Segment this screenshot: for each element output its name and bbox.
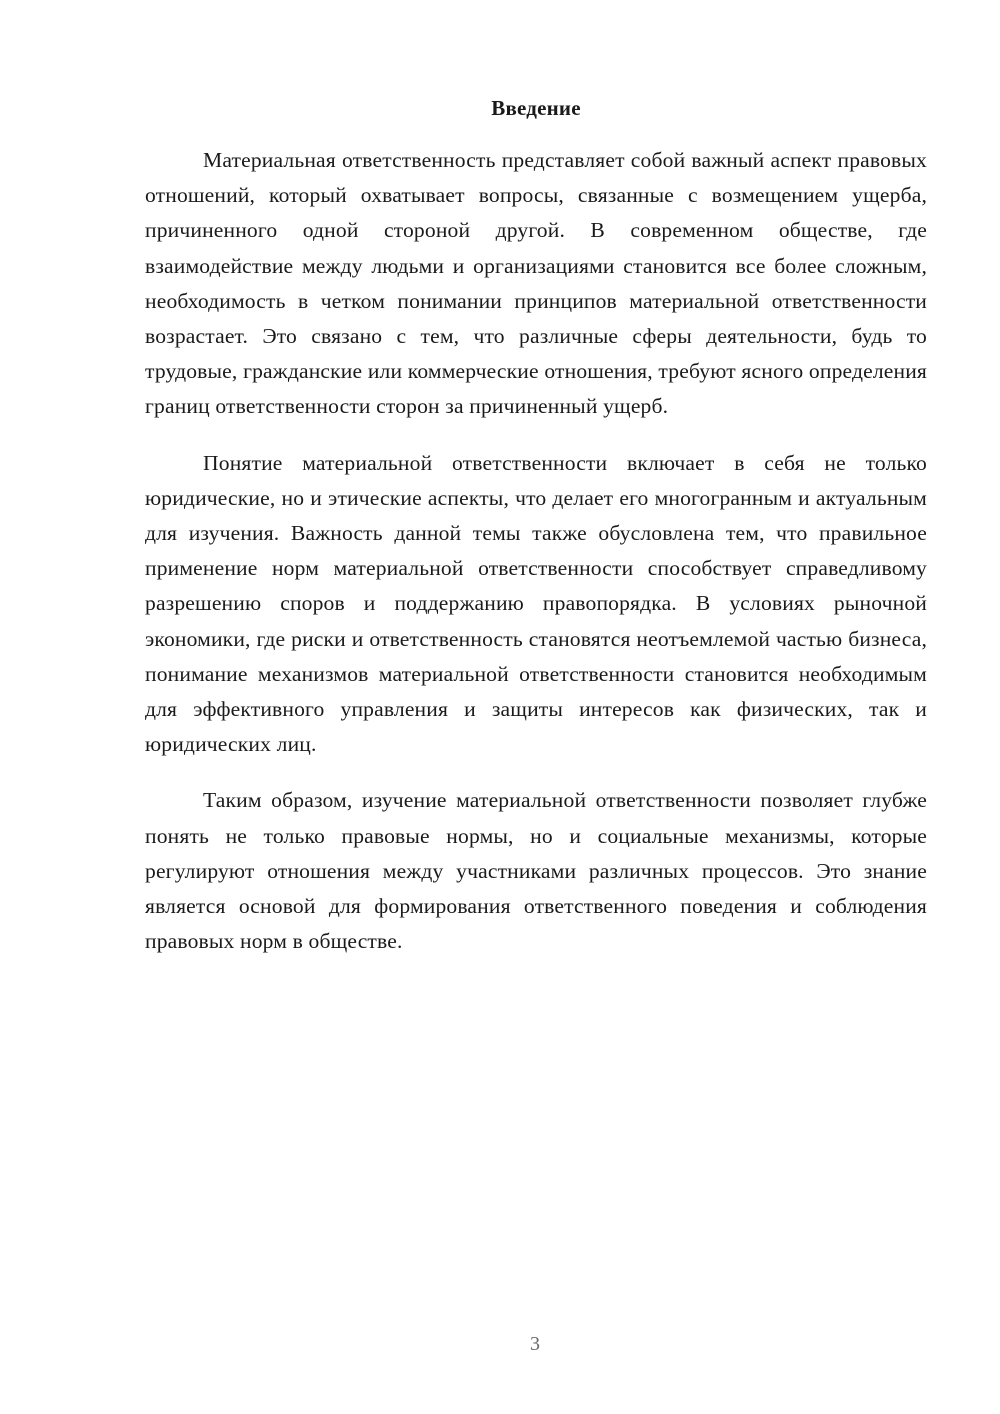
page-title: Введение (491, 96, 581, 120)
body-text (145, 143, 927, 959)
paragraph-3: Таким образом, изучение материальной ответственности позволяет глубже понять не только правовые нормы, но и социальные механизмы, которые регулируют отношения между участниками различных процессов. Это знание является основой для формирования ответственного поведения и соблюдения правовых норм в обществе. (145, 788, 927, 954)
paragraph-2: Понятие материальной ответственности включает в себя не только юридические, но и этические аспекты, что делает его многогранным и актуальным для изучения. Важность данной темы также обусловлена тем, что правильное применение норм материальной ответственности способствует справедливому разрешению споров и поддержанию правопорядка. В условиях рыночной экономики, где риски и ответственность становятся неотъемлемой частью бизнеса, понимание механизмов материальной ответственности становится необходимым для эффективного управления и защиты интересов как физических, так и юридических лиц. (145, 450, 927, 757)
page-number: 3 (530, 1333, 540, 1355)
paragraph-1: Материальная ответственность представляет собой важный аспект правовых отношений, который охватывает вопросы, связанные с возмещением ущерба, причиненного одной стороной другой. В современном обществе, где взаимодействие между людьми и организациями становится все более сложным, необходимость в четком понимании принципов материальной ответственности возрастает. Это связано с тем, что различные сферы деятельности, будь то трудовые, гражданские или коммерческие отношения, требуют ясного определения границ ответственности сторон за причиненный ущерб. (145, 148, 927, 419)
